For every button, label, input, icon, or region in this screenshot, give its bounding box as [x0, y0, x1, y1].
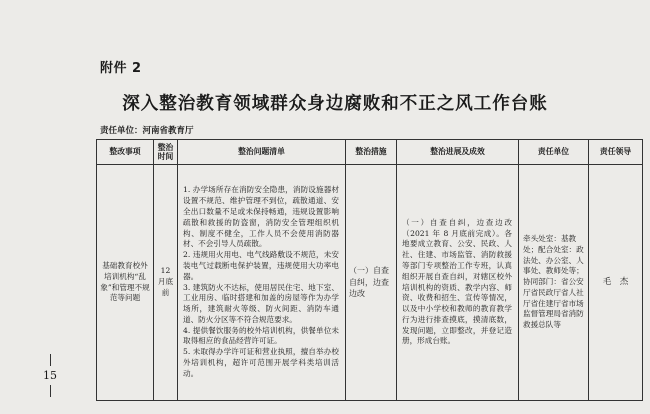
header-problems: 整治问题清单 — [178, 140, 346, 165]
cell-problems — [178, 165, 346, 401]
document-title: 深入整治教育领域群众身边腐败和不正之风工作台账 — [122, 94, 548, 114]
table-row — [97, 165, 643, 401]
cell-resp-unit: 牵头处室：基教处；配合处室：政法处、办公室、人事处、教师处等；协同部门：省公安厅省民政厅省人社厅省住建厅省市场监督管理局省消防救援总队等 — [519, 165, 589, 401]
problem-item: 3. 建筑防火不达标，使用居民住宅、地下室、工业用房、临时搭建和加盖的房屋等作为办学场所，建筑耐火等级、防火间距、消防车通道、防火分区等不符合规范要求。 — [183, 282, 339, 324]
cell-leader: 毛 杰 — [589, 165, 643, 401]
problem-item: 2. 违规用火用电、电气线路敷设不规范，未安装电气过载断电保护装置，违规使用大功率电器。 — [183, 250, 339, 281]
header-time: 整治时间 — [154, 140, 178, 165]
annex-label: 附件 2 — [100, 61, 142, 76]
cell-progress: （一）自查自纠，边查边改（2021 年 8 月底前完成）。各地要成立教育、公安、民政、人社、住建、市场监管、消防救援等部门专项整治工作专班，认真组织开展自查自纠，对辖区校外培训机构的资质、教学内容、师资、收费和招生、宣传等情况，以及中小学校和教师的教育教学行为进行排查摸底，摸清底数，发现问题，立即整改，并登记造册，形成台账。 — [397, 165, 519, 401]
responsible-unit-line: 责任单位：河南省教育厅 — [100, 126, 194, 136]
cell-item: 基础教育校外培训机构“乱象”和管理不规范等问题 — [97, 165, 154, 401]
work-ledger-table — [96, 139, 643, 401]
problem-item: 4. 提供餐饮服务的校外培训机构，供餐单位未取得相应的食品经营许可证。 — [183, 325, 339, 346]
problem-item: 5. 未取得办学许可证和营业执照，擅自举办校外培训机构，超许可范围开展学科类培训活动。 — [183, 347, 339, 378]
page-number — [40, 352, 60, 399]
problem-item: 1. 办学场所存在消防安全隐患，消防设施器材设置不规范、维护管理不到位，疏散通道、安全出口数量不足或未保持畅通，违规设置影响疏散和救援的防盗窗，消防安全管理组织机构、制度不健全，工作人员不会使用消防器材、不会引导人员疏散。 — [183, 185, 339, 249]
header-measures: 整治措施 — [346, 140, 397, 165]
header-resp-unit: 责任单位 — [519, 140, 589, 165]
cell-measures: （一）自查自纠，边查边改 — [346, 165, 397, 401]
page-number-dash-bottom — [50, 385, 51, 397]
table-header-row — [97, 140, 643, 165]
page-number-value: 15 — [43, 369, 57, 382]
header-item: 整改事项 — [97, 140, 154, 165]
cell-time: 12月底前 — [154, 165, 178, 401]
header-progress: 整治进展及成效 — [397, 140, 519, 165]
header-leader: 责任领导 — [589, 140, 643, 165]
page-number-dash-top — [50, 354, 51, 366]
